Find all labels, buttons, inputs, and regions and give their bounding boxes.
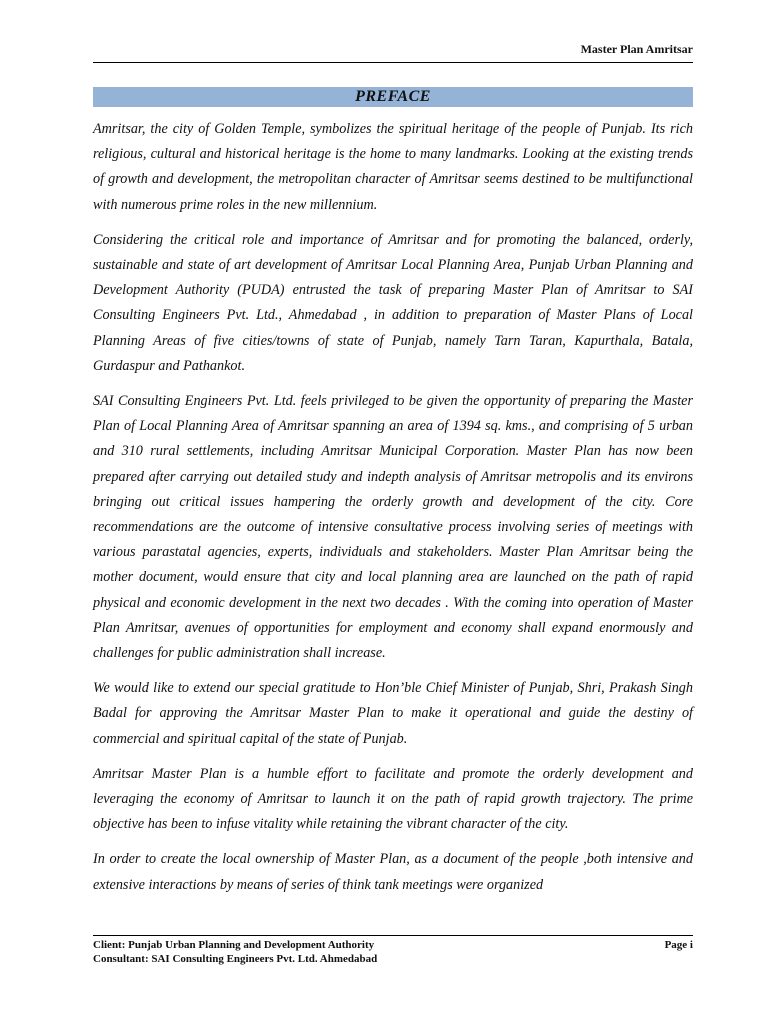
paragraph-4: We would like to extend our special gratitude to Hon’ble Chief Minister of Punjab, Shri, Prakash Singh Badal for approving the Amritsar Master Plan to make it operational and guide the destiny of commercial and spiritual capital of the state of Punjab. [93,680,693,747]
paragraph-5: Amritsar Master Plan is a humble effort to facilitate and promote the orderly development and leveraging the economy of Amritsar to launch it on the path of rapid growth trajectory. The prime objective has been to infuse vitality while retaining the vibrant character of the city. [93,765,693,833]
page-number: Page i [664,939,693,951]
header-divider [93,62,693,63]
page-footer [93,938,693,966]
section-title: PREFACE [355,88,431,105]
paragraph-2: Considering the critical role and importance of Amritsar and for promoting the balanced, orderly, sustainable and state of art development of Amritsar Local Planning Area, Punjab Urban Planning and Development Authority (PUDA) entrusted the task of preparing Master Plan of Amritsar to SAI Consulting Engineers Pvt. Ltd., Ahmedabad , in addition to preparation of Master Plans of Local Planning Areas of five cities/towns of state of Punjab, namely Tarn Taran, Kapurthala, Batala, Gurdaspur and Pathankot. [93,231,693,374]
running-header: Master Plan Amritsar [580,42,693,56]
paragraph-3: SAI Consulting Engineers Pvt. Ltd. feels privileged to be given the opportunity of preparing the Master Plan of Local Planning Area of Amritsar spanning an area of 1394 sq. kms., and comprising of 5 urban and 310 rural settlements, including Amritsar Municipal Corporation. Master Plan has now been prepared after carrying out detailed study and indepth analysis of Amritsar metropolis and its environs bringing out critical issues hampering the orderly growth and development of the city. Core recommendations are the outcome of intensive consultative process involving series of meetings with various parastatal agencies, experts, individuals and stakeholders. Master Plan Amritsar being the mother document, would ensure that city and local planning area are launched on the path of rapid physical and economic development in the next two decades . With the coming into operation of Master Plan Amritsar, avenues of opportunities for employment and economy shall expand enormously and challenges for public administration shall increase. [93,393,693,662]
section-title-bar [93,87,693,107]
paragraph-6: In order to create the local ownership of Master Plan, as a document of the people ,both intensive and extensive interactions by means of series of think tank meetings were organized [93,851,693,893]
footer-row-client [93,938,693,952]
paragraph-1: Amritsar, the city of Golden Temple, symbolizes the spiritual heritage of the people of Punjab. Its rich religious, cultural and historical heritage is the home to many landmarks. Looking at the existing trends of growth and development, the metropolitan character of Amritsar seems destined to be multifunctional with numerous prime roles in the new millennium. [93,121,693,213]
preface-body [93,117,693,908]
footer-divider [93,935,693,936]
footer-client: Client: Punjab Urban Planning and Development Authority [93,939,375,951]
footer-consultant: Consultant: SAI Consulting Engineers Pvt. Ltd. Ahmedabad [93,953,378,965]
